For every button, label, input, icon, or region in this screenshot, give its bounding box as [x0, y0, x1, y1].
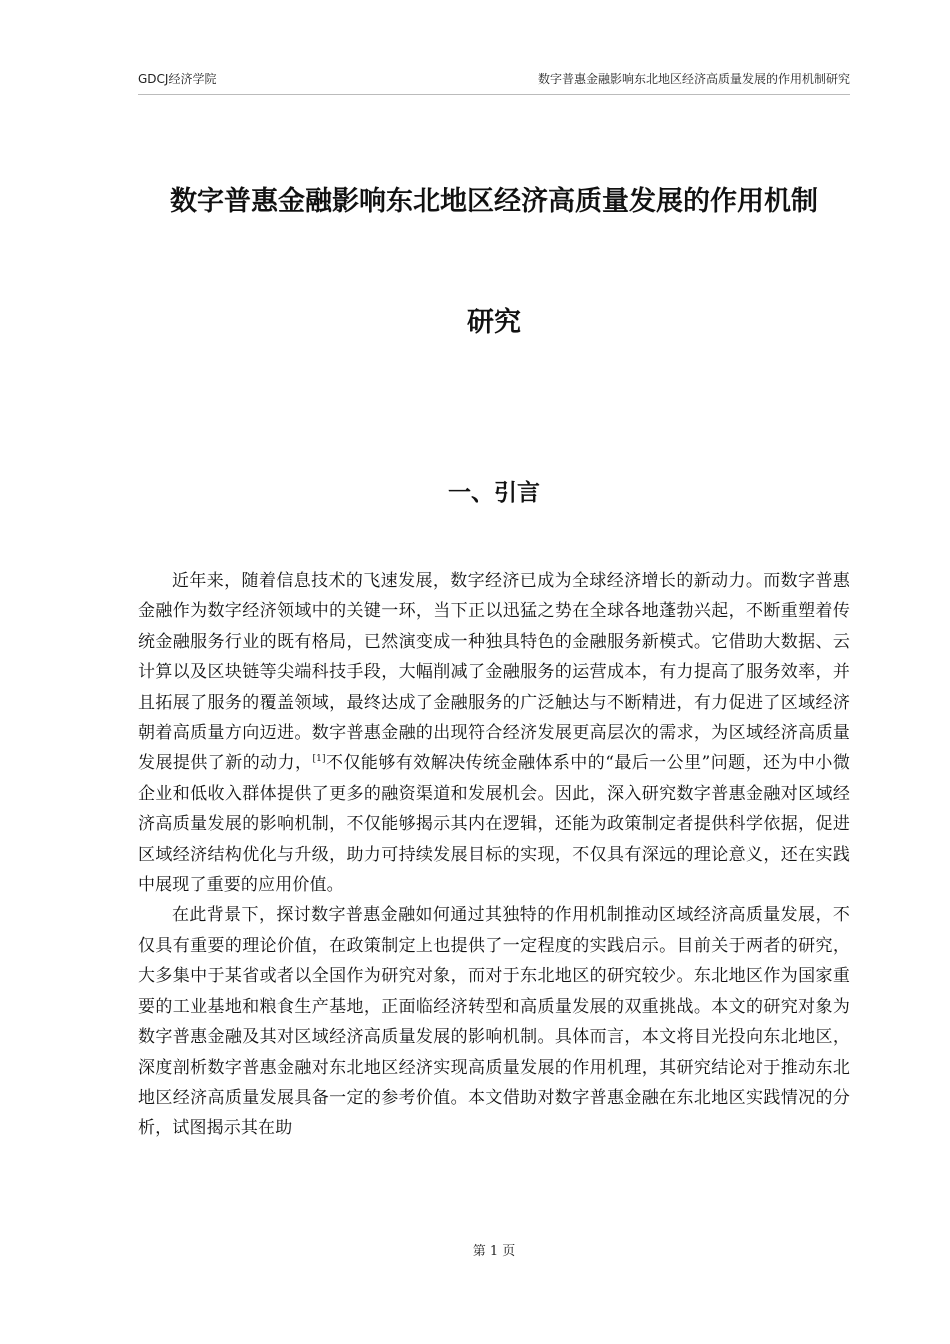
citation-1[interactable]: [1] [312, 754, 326, 765]
paragraph-1-text-a: 近年来，随着信息技术的飞速发展，数字经济已成为全球经济增长的新动力。而数字普惠金融作为数字经济领域中的关键一环，当下正以迅猛之势在全球各地蓬勃兴起，不断重塑着传统金融服务行业的既有格局，已然演变成一种独具特色的金融服务新模式。它借助大数据、云计算以及区块链等尖端科技手段，大幅削减了金融服务的运营成本，有力提高了服务效率，并且拓展了服务的覆盖领域，最终达成了金融服务的广泛触达与不断精进，有力促进了区域经济朝着高质量方向迈进。数字普惠金融的出现符合经济发展更高层次的需求，为区域经济高质量发展提供了新的动力， [138, 571, 850, 774]
paragraph-1-text-b: 不仅能够有效解决传统金融体系中的“最后一公里”问题，还为中小微企业和低收入群体提供了更多的融资渠道和发展机会。因此，深入研究数字普惠金融对区域经济高质量发展的影响机制，不仅能够揭示其内在逻辑，还能为政策制定者提供科学依据，促进区域经济结构优化与升级，助力可持续发展目标的实现，不仅具有深远的理论意义，还在实践中展现了重要的应用价值。 [138, 753, 851, 896]
paragraph-2: 在此背景下，探讨数字普惠金融如何通过其独特的作用机制推动区域经济高质量发展，不仅具有重要的理论价值，在政策制定上也提供了一定程度的实践启示。目前关于两者的研究，大多集中于某省或者以全国作为研究对象，而对于东北地区的研究较少。东北地区作为国家重要的工业基地和粮食生产基地，正面临经济转型和高质量发展的双重挑战。本文的研究对象为数字普惠金融及其对区域经济高质量发展的影响机制。具体而言，本文将目光投向东北地区，深度剖析数字普惠金融对东北地区经济实现高质量发展的作用机理，其研究结论对于推动东北地区经济高质量发展具备一定的参考价值。本文借助对数字普惠金融在东北地区实践情况的分析，试图揭示其在助 [138, 905, 850, 1139]
page-number: 1 [489, 1244, 499, 1259]
footer-suffix: 页 [502, 1244, 516, 1259]
header-divider [138, 94, 850, 95]
section-heading-introduction: 一、引言 [448, 480, 540, 506]
running-header [138, 70, 850, 88]
header-institution: GDCJ经济学院 [138, 72, 217, 86]
document-title-line-2: 研究 [467, 307, 521, 338]
footer-prefix: 第 [472, 1244, 486, 1259]
paragraph-1 [138, 566, 850, 900]
document-title-line-1: 数字普惠金融影响东北地区经济高质量发展的作用机制 [170, 186, 818, 217]
header-running-title: 数字普惠金融影响东北地区经济高质量发展的作用机制研究 [537, 72, 850, 86]
page-footer [138, 1243, 850, 1261]
body-text [138, 566, 850, 1144]
